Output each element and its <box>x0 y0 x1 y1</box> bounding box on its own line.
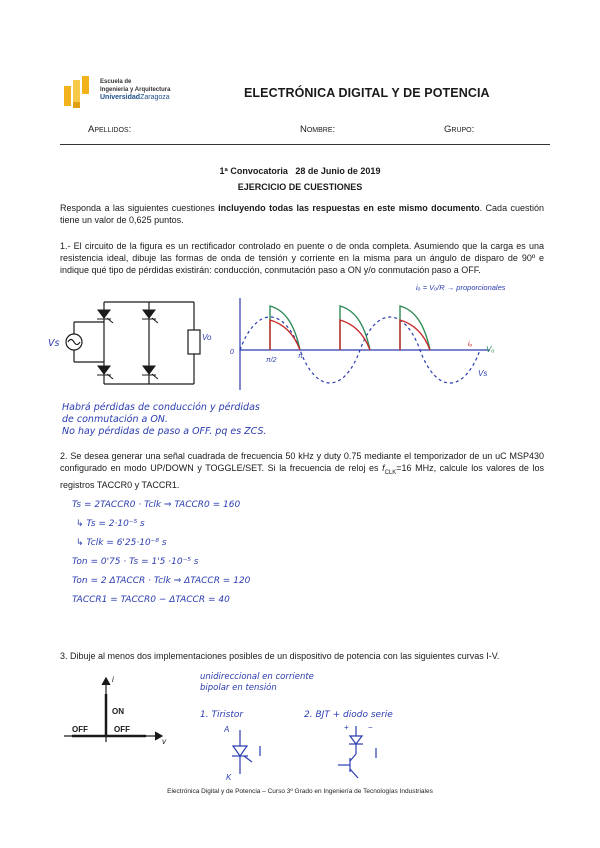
circuit-vo-label: Vo <box>202 333 212 342</box>
intro-text-bold: incluyendo todas las respuestas en este mismo documento <box>218 203 480 213</box>
bjt-diode-symbol <box>334 722 394 784</box>
exam-date: 28 de Junio de 2019 <box>295 166 381 176</box>
field-nombre: Nombre: <box>300 124 336 135</box>
anode-label: A <box>224 725 230 734</box>
eq-2: ↳ Ts = 2·10⁻⁵ s <box>76 519 145 529</box>
eq-4: Ton = 0'75 · Ts = 1'5 ·10⁻⁵ s <box>72 557 199 567</box>
axis-v-label: v <box>162 737 166 746</box>
question-2-text-b: =16 MHz, calcule los valores de los registros TACCR0 y TACCR1. <box>60 463 544 490</box>
on-label: ON <box>112 707 124 716</box>
field-grupo: Grupo: <box>444 124 475 135</box>
plot-pi-half-label: π/2 <box>266 357 277 364</box>
impl-1-title: 1. Tiristor <box>200 710 244 720</box>
note-line2: bipolar en tensión <box>200 683 277 693</box>
page-title: ELECTRÓNICA DIGITAL Y DE POTENCIA <box>244 86 490 100</box>
logo-school-line2: Ingeniería y Arquitectura <box>100 86 171 93</box>
waveform-sketch <box>228 280 552 392</box>
question-1-answer <box>62 402 267 438</box>
university-logo <box>62 76 182 112</box>
thyristor-symbol <box>224 722 274 784</box>
answer-1-line1: Habrá pérdidas de conducción y pérdidas <box>62 402 260 413</box>
plot-zero-label: 0 <box>230 349 234 356</box>
eq-6: TACCR1 = TACCR0 − ΔTACCR = 40 <box>72 595 230 605</box>
question-3-note <box>200 672 314 694</box>
intro-paragraph <box>60 202 544 226</box>
question-1-text: 1.- El circuito de la figura es un rectificador controlado en puente o de onda completa. Asumiendo que la carga es una resistencia ideal, dibuje las formas de onda de tensión y corriente en la misma para un ángulo de disparo de 90º e indique qué tipo de pérdidas existirán: conducción, conmutación paso a ON y/o conmutación paso a OFF. <box>60 241 544 275</box>
plot-pi-label: π <box>298 353 303 360</box>
answer-1-line3: No hay pérdidas de paso a OFF. pq es ZCS. <box>62 426 267 437</box>
question-2-text-a: 2. Se desea generar una señal cuadrada de frecuencia 50 kHz y duty 0.75 mediante el temporizador de un uC MSP430 configurado en modo UP/DOWN y TOGGLE/SET. Si la frecuencia de reloj es <box>60 451 544 473</box>
intro-text-a: Responda a las siguientes cuestiones <box>60 203 219 213</box>
note-line1: unidireccional en corriente <box>200 672 314 682</box>
question-2-text <box>60 450 544 491</box>
impl-2-title: 2. BJT + diodo serie <box>304 710 393 720</box>
header-divider <box>60 144 550 145</box>
eq-3: ↳ Tclk = 6'25·10⁻⁸ s <box>76 538 167 548</box>
question-3-text: 3. Dibuje al menos dos implementaciones posibles de un dispositivo de potencia con las siguientes curvas I-V. <box>60 651 500 661</box>
iv-curve-diagram <box>62 672 172 754</box>
convocatoria: 1ª Convocatoria <box>219 166 288 176</box>
plus-label: + <box>344 723 349 732</box>
question-2-answer <box>72 496 250 610</box>
logo-university-city: Zaragoza <box>140 94 170 101</box>
eq-1: Ts = 2TACCR0 · Tclk ⇒ TACCR0 = 160 <box>72 500 241 510</box>
minus-label: − <box>368 723 373 732</box>
logo-school-line1: Escuela de <box>100 79 132 85</box>
axis-i-label: i <box>112 675 114 684</box>
rectifier-circuit-diagram <box>44 292 224 392</box>
vo-trace <box>270 306 430 350</box>
plot-vo-label: Vₒ <box>486 345 495 354</box>
logo-mark-icon <box>62 76 98 110</box>
logo-university: Universidad <box>100 94 141 101</box>
circuit-vs-label: Vs <box>48 338 60 349</box>
exam-date-line <box>0 166 600 176</box>
eq-5: Ton = 2 ΔTACCR · Tclk ⇒ ΔTACCR = 120 <box>72 576 251 586</box>
question-2-fclk: f <box>382 463 385 473</box>
section-title: EJERCICIO DE CUESTIONES <box>237 182 363 192</box>
off-right-label: OFF <box>114 725 130 734</box>
cathode-label: K <box>226 773 232 782</box>
answer-1-line2: de conmutación a ON. <box>62 414 168 425</box>
off-left-label: OFF <box>72 725 88 734</box>
page-footer: Electrónica Digital y de Potencia – Curso 3º Grado en Ingeniería de Tecnologías Industriales <box>167 788 433 795</box>
intro-text-c: . Cada cuestión tiene un valor de 0,625 puntos. <box>60 203 545 225</box>
plot-io-label: iₒ <box>468 341 473 348</box>
plot-vs-label: Vs <box>478 369 488 378</box>
plot-note: iₒ = Vₒ/R → proporcionales <box>416 283 506 292</box>
question-2-fclk-sub: CLK <box>384 469 397 476</box>
field-apellidos: Apellidos: <box>88 124 132 135</box>
